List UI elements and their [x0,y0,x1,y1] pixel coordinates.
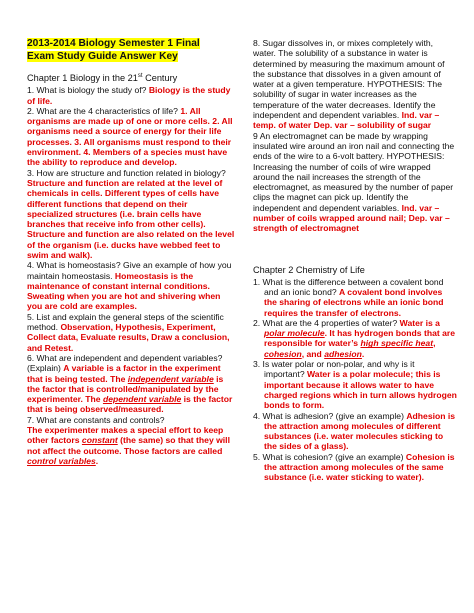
chem-question-5: 5. What is cohesion? (give an example) Cohesion is the attraction among molecules of the same substance (i.e. water sticking to water). [253,451,455,483]
dependent-variable-term: dependent variable [102,394,182,405]
question-2: 2. What are the 4 characteristics of life? 1. All organisms are made up of one or more cells. 2. All organisms need a source of energy for their life processes. 3. All organisms must respond to their environment. 4. Members of a species must have the ability to reproduce and develop. [27,105,233,168]
chem-answer-4: Adhesion is the attraction among molecules of different substances (i.e. water molecules sticking to the sides of a glass). [264,410,456,452]
answer-4: Homeostasis is the maintenance of constant internal conditions. Sweating when you are hot and shivering when you are cold are examples. [27,270,221,312]
chem-question-3: 3. Is water polar or non-polar, and why is it important? Water is a polar molecule; this is important because it allows water to have charged regions which in turn allows hydrogen bonds to form. [253,359,457,411]
answer-2: 1. All organisms are made up of one or more cells. 2. All organisms need a source of energy for their life processes. 3. All organisms must respond to their environment. 4. Members of a species must have the ability to reproduce and develop. [27,105,233,168]
answer-7: The experimenter makes a special effort to keep other factors constant (the same) so that they will not affect the outcome. Those factors are called control variables. [27,425,230,466]
chem-answer-5: Cohesion is the attraction among molecules of the same substance (i.e. water sticking to water). [264,451,455,483]
chem-answer-1: A covalent bond involves the sharing of electrons while an ionic bond requires the transfer of electrons. [264,286,444,318]
question-3: 3. How are structure and function related in biology? Structure and function are related at the level of chemicals in cells. Different types of cells have different functions that depend on their specialized structures (i.e. brain cells have branches that receive info from other cells). Structure and function are also related on the level of the organism (i.e. ducks have webbed feet to swim and walk). [27,167,235,260]
high-specific-heat-term: high specific heat [360,338,434,349]
document-title [27,38,235,63]
answer-6: A variable is a factor in the experiment that is being tested. The independent variable is the factor that is controlled/manipulated by the experimenter. The dependent variable is the factor that is being observed/measured. [27,363,233,415]
question-8: 8. Sugar dissolves in, or mixes completely with, water. The solubility of a substance in water is determined by measuring the maximum amount of the substance that dissolves in a given amount of water at a given temperature. HYPOTHESIS: The solubility of sugar in water increases as the temperature of the water decreases. Identify the independent and dependent variables. Ind. var – temp. of water Dep. var – solubility of sugar [253,38,445,131]
chem-question-4: 4. What is adhesion? (give an example) Adhesion is the attraction among molecules of different substances (i.e. water molecules sticking to the sides of a glass). [253,410,456,452]
independent-variable-term: independent variable [127,373,214,384]
right-column [253,38,457,483]
question-9: 9 An electromagnet can be made by wrapping insulated wire around an iron nail and connecting the ends of the wire to a 6-volt battery. HYPOTHESIS: Increasing the number of coils of wire wrapped around the nail increases the strength of the electromagnet, as measured by the number of paper clips the magnet can pick up. Identify the independent and dependent variables. Ind. var – number of coils wrapped around nail; Dep. var – strength of electromagnet [253,130,455,234]
polar-molecule-term: polar molecule [264,328,325,339]
chem-answer-2: Water is a polar molecule. It has hydrogen bonds that are responsible for water’s high specific heat, cohesion, and adhesion. [264,317,456,359]
section-gap [253,234,457,265]
question-5: 5. List and explain the general steps of the scientific method. Observation, Hypothesis, Experiment, Collect data, Evaluate results, Draw a conclusion, and Retest. [27,311,230,353]
chem-question-2: 2. What are the 4 properties of water? Water is a polar molecule. It has hydrogen bonds that are responsible for water’s high specific heat, cohesion, and adhesion. [253,317,456,359]
chem-answer-3: Water is a polar molecule; this is important because it allows water to have charged regions which in turn allows hydrogen bonds to form. [264,369,457,411]
chem-question-1: 1. What is the difference between a covalent bond and an ionic bond? A covalent bond involves the sharing of electrons while an ionic bond requires the transfer of electrons. [253,276,444,318]
constant-term: constant [81,435,118,446]
question-6: 6. What are independent and dependent variables? (Explain) A variable is a factor in the experiment that is being tested. The independent variable is the factor that is controlled/manipulated by the experimenter. The dependent variable is the factor that is being observed/measured. [27,352,233,415]
answer-5: Observation, Hypothesis, Experiment, Collect data, Evaluate results, Draw a conclusion, and Retest. [27,322,230,353]
title-line-2: Exam Study Guide Answer Key [27,50,178,62]
cohesion-term: cohesion [264,348,302,359]
question-7: 7. What are constants and controls? The experimenter makes a special effort to keep other factors constant (the same) so that they will not affect the outcome. Those factors are called control variables. [27,414,230,466]
title-line-1: 2013-2014 Biology Semester 1 Final [27,38,200,49]
left-column [27,38,235,466]
control-variables-term: control variables [27,455,96,466]
answer-8: Ind. var – temp. of water Dep. var – solubility of sugar [253,110,440,131]
answer-9: Ind. var – number of coils wrapped around nail; Dep. var – strength of electromagnet [253,202,450,234]
question-1: 1. What is biology the study of? Biology is the study of life. [27,85,231,106]
answer-3: Structure and function are related at the level of chemicals in cells. Different types of cells have different functions that depend on their specialized structures (i.e. brain cells have branches that receive info from other cells). Structure and function are also related on the level of the organism (i.e. ducks have webbed feet to swim and walk). [27,177,235,260]
chapter-1-heading: Chapter 1 Biology in the 21st Century [27,73,178,84]
answer-1: Biology is the study of life. [27,85,231,106]
adhesion-term: adhesion [324,348,362,359]
chapter-2-heading: Chapter 2 Chemistry of Life [253,264,365,275]
question-4: 4. What is homeostasis? Give an example of how you maintain homeostasis. Homeostasis is the maintenance of constant internal conditions. Sweating when you are hot and shivering when you are cold are examples. [27,260,232,312]
